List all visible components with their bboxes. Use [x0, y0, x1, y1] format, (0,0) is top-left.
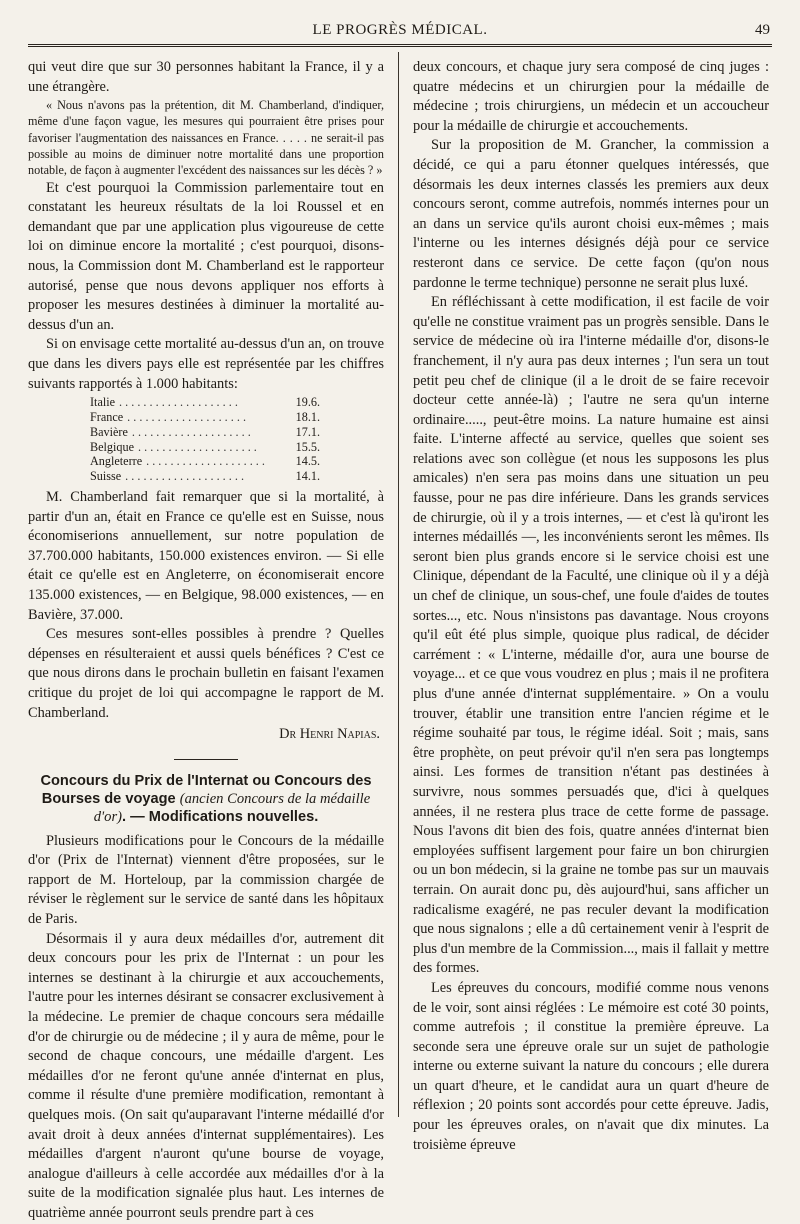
- table-row: Suisse . . . . . . . . . . . . . . . . . . . . 14.1.: [90, 469, 320, 484]
- section-separator: [174, 759, 238, 760]
- mortality-table: [90, 395, 320, 484]
- paragraph: Sur la proposition de M. Grancher, la commission a décidé, ce qui a paru étonner quelques intéressés, que désormais les deux internes classés les premiers aux deux concours seront, comme autrefois, nommés internes pour un an dans un service qu'ils auront choisi eux-mêmes ; mais l'interne ou les internes désignés déjà pour ce service resteront dans ce service. De cette façon (qu'on nous pardonne le terme technique) personne ne serait plus luxé.: [413, 137, 769, 291]
- paragraph: Les épreuves du concours, modifié comme nous venons de le voir, sont ainsi réglées : Le mémoire est coté 30 points, comme autrefois ; il constitue la première épreuve. La seconde sera une épreuve orale sur un sujet de pathologie interne ou externe suivant la nature du concours ; elle durera un quart d'heure, et le candidat aura un quart d'heure de réflexion ; 20 points sont accordés pour cette épreuve. Jadis, pour les épreuves orales, on n'avait que dix minutes. La troisième épreuve: [413, 979, 769, 1153]
- paragraph: Et c'est pourquoi la Commission parlementaire tout en constatant les heureux résultats de la loi Roussel et en demandant que par une application plus vigoureuse de cette loi on diminue encore la mortalité ; c'est pourquoi, disons-nous, la Commission dont M. Chamberland est le rapporteur autorisé, pense que nous devons appliquer nos efforts à proposer les mesures destinées à diminuer la mortalité au-dessus d'un an.: [28, 179, 384, 333]
- right-column: [413, 58, 769, 1155]
- table-row: Belgique . . . . . . . . . . . . . . . . . . . . 15.5.: [90, 439, 320, 454]
- table-row: France . . . . . . . . . . . . . . . . . . . . 18.1.: [90, 410, 320, 424]
- quote-paragraph: « Nous n'avons pas la prétention, dit M. Chamberland, d'indiquer, même d'une façon vague, les mesures qui pourraient être prises pour favoriser l'augmentation des naissances en France. . . . . ne serait-il pas possible au moins de diminuer notre mortalité dans une proportion notable, de façon à augmenter l'excédent des naissances sur les décès ? »: [28, 98, 384, 178]
- table-row: Bavière . . . . . . . . . . . . . . . . . . . . 17.1.: [90, 424, 320, 439]
- paragraph: Plusieurs modifications pour le Concours de la médaille d'or (Prix de l'Internat) viennent d'être proposées, sur le rapport de M. Horteloup, par la commission chargée de réviser le règlement sur le service de santé dans les hôpitaux de Paris.: [28, 832, 384, 928]
- table-row: Angleterre . . . . . . . . . . . . . . . . . . . . 14.5.: [90, 454, 320, 469]
- left-column: [28, 58, 384, 1224]
- paragraph: qui veut dire que sur 30 personnes habitant la France, il y a une étrangère.: [28, 59, 384, 95]
- signature: Dr Henri Napias.: [279, 726, 380, 743]
- page-header: [28, 18, 772, 47]
- table-row: Italie . . . . . . . . . . . . . . . . . . . . 19.6.: [90, 395, 320, 410]
- paragraph: Désormais il y aura deux médailles d'or, autrement dit deux concours pour les prix de l'Internat : un pour les internes se destinant à la chirurgie et aux accouchements, l'autre pour les internes désirant se consacrer exclusivement à la médecine. Le premier de chaque concours sera médaille d'or de chirurgie ou de médecine ; il y aura de même, pour le second de chaque concours, une médaille d'argent. Les médailles d'or ne feront qu'une année d'internat en plus, comme il résulte d'une première modification, remontant à quelques mois. (On sait qu'auparavant l'interne médaillé d'or avait droit à deux années d'internat supplémentaires). Les médailles d'argent n'auront qu'une bourse de voyage, analogue d'ailleurs à celle accordée aux médailles d'or à la suite de la modification signalée plus haut. Les internes de quatrième année pourront seuls prendre part à ces: [28, 930, 384, 1221]
- journal-title: LE PROGRÈS MÉDICAL.: [312, 22, 488, 38]
- page-number: 49: [755, 22, 770, 38]
- paragraph: deux concours, et chaque jury sera composé de cinq juges : quatre médecins et un chirurgien pour la médaille de médecine ; trois chirurgiens, un médecin et un accoucheur pour la médaille de chirurgie et accouchements.: [413, 59, 769, 134]
- column-divider: [398, 52, 399, 1117]
- paragraph: En réfléchissant à cette modification, il est facile de voir qu'elle ne constitue vraiment pas un progrès sensible. Dans le service de médecine où ira l'interne médaille d'or, disons-le franchement, il n'y aura pas deux internes ; l'un sera un tout petit peu chef de clinique (il a le droit de se faire recevoir docteur cette année-là) ; l'autre ne sera qu'un interne ordinaire....., peut-être moins. La nature humaine est ainsi faite. L'interne affecté au service, quelles que soient ses relations avec son collègue (et nous les supposons les plus amicales) n'en sera pas moins dans une situation un peu fausse, pour ne pas dire inférieure. Dans les grands services de chirurgie, où il y a trois internes, — et c'est là qu'iront les internes médaillés —, les inconvénients seront les mêmes. Ils seront bien plus grands encore si le service choisi est une Clinique, dépendant de la Faculté, une clinique où il y a déjà un chef de clinique, un sous-chef, une foule d'aides de toutes sortes..., etc. Nous n'insistons pas davantage. Nous croyons qu'il eût été plus simple, quoique plus radical, de décider carrément : « L'interne, médaille d'or, aura une bourse de voyage... et ce que vous voudrez en plus ; mais il ne profitera plus d'une année d'internat supplémentaire. » On a voulu trouver, établir une transition entre l'ancien régime et le régime souhaité par tous, le régime idéal. Soit ; mais, sans être prophète, on peut prévoir qu'il n'en sera pas longtemps ainsi. Les formes de transition n'étant pas destinées à survivre, nous sommes persuadés que, d'ici à quelques années, il ne restera plus trace de cette forme de passage. Nous l'avons dit bien des fois, quatre années d'internat bien employées suffisent largement pour faire un bon chirurgien ou un bon médecin, si la graine ne tombe pas sur un mauvais terrain. On aurait donc pu, dès aujourd'hui, sans afficher un radicalisme exagéré, ne pas reculer devant la modification que nous signalons ; elle a dû certainement venir à l'esprit de plus d'un membre de la Commission..., mais il fallait y mettre des formes.: [413, 294, 769, 977]
- paragraph: Ces mesures sont-elles possibles à prendre ? Quelles dépenses en résulteraient et aussi quels bénéfices ? C'est ce que nous dirons dans le prochain bulletin en faisant l'examen critique du projet de loi qui accompagne le rapport de M. Chamberland.: [28, 626, 384, 721]
- paragraph: M. Chamberland fait remarquer que si la mortalité, à partir d'un an, était en France ce qu'elle est en Suisse, nous économiserions annuellement, sur notre population de 37.700.000 habitants, 150.000 existences environ. — Si elle était ce qu'elle est en Angleterre, on économiserait encore 135.000 existences, — en Belgique, 98.000 existences, — en Bavière, 37.000.: [28, 488, 384, 623]
- paragraph: Si on envisage cette mortalité au-dessus d'un an, on trouve que dans les divers pays elle est représentée par les chiffres suivants rapportés à 1.000 habitants:: [28, 336, 384, 392]
- section-heading: Concours du Prix de l'Internat ou Concours des Bourses de voyage (ancien Concours de la médaille d'or). — Modifications nouvelles.: [40, 772, 372, 825]
